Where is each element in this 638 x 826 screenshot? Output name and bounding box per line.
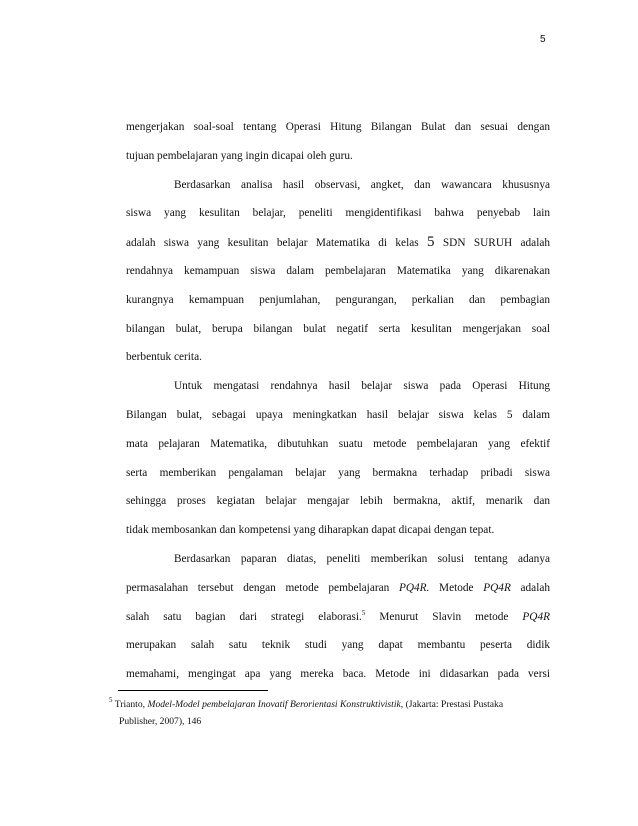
text-line: memahami, mengingat apa yang mereka baca. Metode ini didasarkan pada versi	[126, 668, 550, 681]
footnote-author: Trianto,	[114, 699, 146, 710]
footnote-line: Publisher, 2007), 146	[119, 716, 202, 727]
paragraph-first-line: Berdasarkan paparan diatas, peneliti memberikan solusi tentang adanya	[174, 552, 550, 565]
text-line	[126, 603, 550, 632]
text-fragment: salah satu bagian dari strategi elaborasi.	[126, 610, 362, 623]
footnote-reference[interactable]: 5	[361, 608, 366, 617]
footnote	[109, 696, 549, 730]
method-name: PQ4R.	[398, 581, 430, 594]
text-line: kurangnya kemampuan penjumlahan, pengurangan, perkalian dan pembagian	[126, 293, 550, 306]
text-segment: Metode	[439, 581, 474, 594]
footnote-separator	[118, 690, 268, 691]
text-line: berbentuk cerita.	[126, 351, 202, 364]
text-line: mata pelajaran Matematika, dibutuhkan suatu metode pembelajaran yang efektif	[126, 437, 550, 450]
footnote-line	[109, 696, 549, 713]
footnote-marker: 5	[109, 696, 113, 704]
method-name: PQ4R	[483, 581, 511, 594]
text-segment	[126, 608, 366, 623]
text-line: bilangan bulat, berupa bilangan bulat negatif serta kesulitan mengerjakan soal	[126, 322, 550, 335]
page-number: 5	[540, 34, 546, 45]
class-number: 5	[427, 234, 435, 251]
paragraph-first-line: Untuk mengatasi rendahnya hasil belajar siswa pada Operasi Hitung	[174, 380, 550, 393]
text-line: merupakan salah satu teknik studi yang dapat membantu peserta didik	[126, 639, 550, 652]
text-segment: adalah	[520, 581, 550, 594]
text-line: mengerjakan soal-soal tentang Operasi Hitung Bilangan Bulat dan sesuai dengan	[126, 121, 550, 133]
text-segment: Menurut Slavin metode	[379, 610, 509, 623]
text-segment: permasalahan tersebut dengan metode pembelajaran	[126, 581, 390, 594]
text-line: sehingga proses kegiatan belajar mengajar lebih bermakna, aktif, menarik dan	[126, 495, 550, 508]
text-line	[126, 228, 550, 257]
paragraph-first-line: Berdasarkan analisa hasil observasi, angket, dan wawancara khususnya	[174, 178, 550, 191]
text-line: serta memberikan pengalaman belajar yang bermakna terhadap pribadi siswa	[126, 466, 550, 479]
text-line: siswa yang kesulitan belajar, peneliti mengidentifikasi bahwa penyebab lain	[126, 207, 550, 220]
text-line: Bilangan bulat, sebagai upaya meningkatkan hasil belajar siswa kelas 5 dalam	[126, 408, 550, 421]
footnote-title: Model-Model pembelajaran Inovatif Berorientasi Konstruktivistik,	[147, 699, 404, 710]
text-line: tujuan pembelajaran yang ingin dicapai oleh guru.	[126, 149, 353, 162]
footnote-publisher: (Jakarta: Prestasi Pustaka	[405, 699, 504, 710]
text-segment: SDN SURUH adalah	[442, 237, 550, 250]
body-text	[126, 113, 550, 689]
text-segment: adalah siswa yang kesulitan belajar Matematika di kelas	[126, 237, 419, 250]
text-line: rendahnya kemampuan siswa dalam pembelajaran Matematika yang dikarenakan	[126, 264, 550, 277]
text-line: tidak membosankan dan kompetensi yang diharapkan dapat dicapai dengan tepat.	[126, 524, 495, 537]
method-name: PQ4R	[522, 610, 551, 623]
text-line	[126, 574, 550, 603]
